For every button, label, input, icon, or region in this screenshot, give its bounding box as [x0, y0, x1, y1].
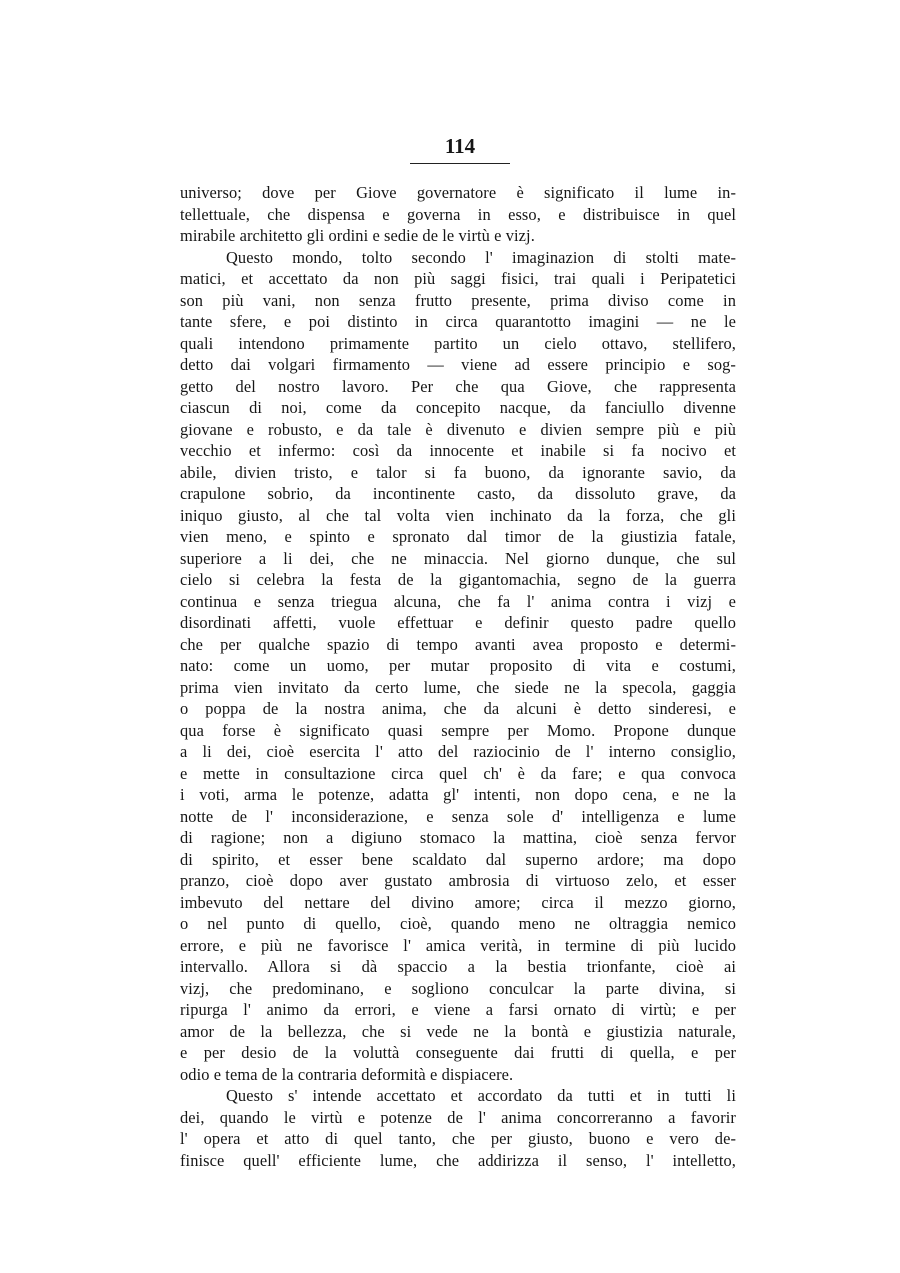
- text-line: tellettuale, che dispensa e governa in esso, e distribuisce in quel: [180, 204, 736, 224]
- text-line: i voti, arma le potenze, adatta gl' intenti, non dopo cena, e ne la: [180, 785, 736, 804]
- text-line: tante sfere, e poi distinto in circa quarantotto imagini — ne le: [180, 312, 736, 331]
- text-line: vecchio et infermo: così da innocente et inabile si fa nocivo et: [180, 441, 736, 460]
- text-line: o poppa de la nostra anima, che da alcuni è detto sinderesi, e: [180, 699, 736, 718]
- text-line: vien meno, e spinto e spronato dal timor de la giustizia fatale,: [180, 527, 736, 546]
- text-line: di spirito, et esser bene scaldato dal superno ardore; ma dopo: [180, 849, 736, 869]
- text-line: a li dei, cioè esercita l' atto del raziocinio de l' interno consiglio,: [180, 742, 736, 761]
- text-line: intervallo. Allora si dà spaccio a la bestia trionfante, cioè ai: [180, 957, 736, 976]
- text-line: ripurga l' animo da errori, e viene a farsi ornato di virtù; e per: [180, 1000, 736, 1019]
- text-line: ciascun di noi, come da concepito nacque, da fanciullo divenne: [180, 398, 736, 417]
- text-line: superiore a li dei, che ne minaccia. Nel giorno dunque, che sul: [180, 548, 736, 568]
- text-line: son più vani, non senza frutto presente, prima diviso come in: [180, 290, 736, 310]
- text-line: che per qualche spazio di tempo avanti avea proposto e determi-: [180, 634, 736, 654]
- header-rule: [410, 163, 510, 164]
- text-line: mirabile architetto gli ordini e sedie de le virtù e vizj.: [180, 226, 535, 245]
- text-line: quali intendono primamente partito un cielo ottavo, stellifero,: [180, 333, 736, 353]
- text-line: e per desio de la voluttà conseguente dai frutti di quella, e per: [180, 1043, 736, 1062]
- text-line: matici, et accettato da non più saggi fisici, trai quali i Peripatetici: [180, 269, 736, 288]
- text-line: amor de la bellezza, che si vede ne la bontà e giustizia naturale,: [180, 1021, 736, 1041]
- text-line: detto dai volgari firmamento — viene ad essere principio e sog-: [180, 355, 736, 374]
- text-line: errore, e più ne favorisce l' amica verità, in termine di più lucido: [180, 935, 736, 955]
- text-line: prima vien invitato da certo lume, che siede ne la specola, gaggia: [180, 677, 736, 697]
- text-line: Questo mondo, tolto secondo l' imaginazion di stolti mate-: [226, 247, 736, 267]
- text-line: finisce quell' efficiente lume, che addirizza il senso, l' intelletto,: [180, 1150, 736, 1170]
- text-line: abile, divien tristo, e talor si fa buono, da ignorante savio, da: [180, 462, 736, 482]
- text-line: crapulone sobrio, da incontinente casto, da dissoluto grave, da: [180, 484, 736, 503]
- text-line: di ragione; non a digiuno stomaco la mattina, cioè senza fervor: [180, 828, 736, 847]
- page-number: 114: [444, 134, 476, 158]
- text-line: l' opera et atto di quel tanto, che per giusto, buono e vero de-: [180, 1129, 736, 1148]
- text-line: imbevuto del nettare del divino amore; circa il mezzo giorno,: [180, 892, 736, 912]
- body-text: [180, 182, 736, 1171]
- text-line: giovane e robusto, e da tale è divenuto e divien sempre più e più: [180, 419, 736, 439]
- text-line: Questo s' intende accettato et accordato da tutti et in tutti li: [226, 1086, 736, 1105]
- text-line: disordinati affetti, vuole effettuar e definir questo padre quello: [180, 613, 736, 632]
- text-line: notte de l' inconsiderazione, e senza sole d' intelligenza e lume: [180, 806, 736, 826]
- text-line: vizj, che predominano, e sogliono conculcar la parte divina, si: [180, 978, 736, 998]
- text-line: continua e senza triegua alcuna, che fa l' anima contra i vizj e: [180, 591, 736, 611]
- text-line: odio e tema de la contraria deformità e dispiacere.: [180, 1064, 514, 1084]
- text-line: o nel punto di quello, cioè, quando meno ne oltraggia nemico: [180, 914, 736, 933]
- text-line: cielo si celebra la festa de la gigantomachia, segno de la guerra: [180, 570, 736, 589]
- text-line: iniquo giusto, al che tal volta vien inchinato da la forza, che gli: [180, 505, 736, 525]
- text-line: dei, quando le virtù e potenze de l' anima concorreranno a favorir: [180, 1107, 736, 1127]
- text-line: nato: come un uomo, per mutar proposito di vita e costumi,: [180, 656, 736, 675]
- text-line: universo; dove per Giove governatore è significato il lume in-: [180, 183, 736, 202]
- text-line: getto del nostro lavoro. Per che qua Giove, che rappresenta: [180, 376, 736, 396]
- text-line: qua forse è significato quasi sempre per Momo. Propone dunque: [180, 720, 736, 740]
- text-line: e mette in consultazione circa quel ch' è da fare; e qua convoca: [180, 763, 736, 783]
- text-line: pranzo, cioè dopo aver gustato ambrosia di virtuoso zelo, et esser: [180, 871, 736, 890]
